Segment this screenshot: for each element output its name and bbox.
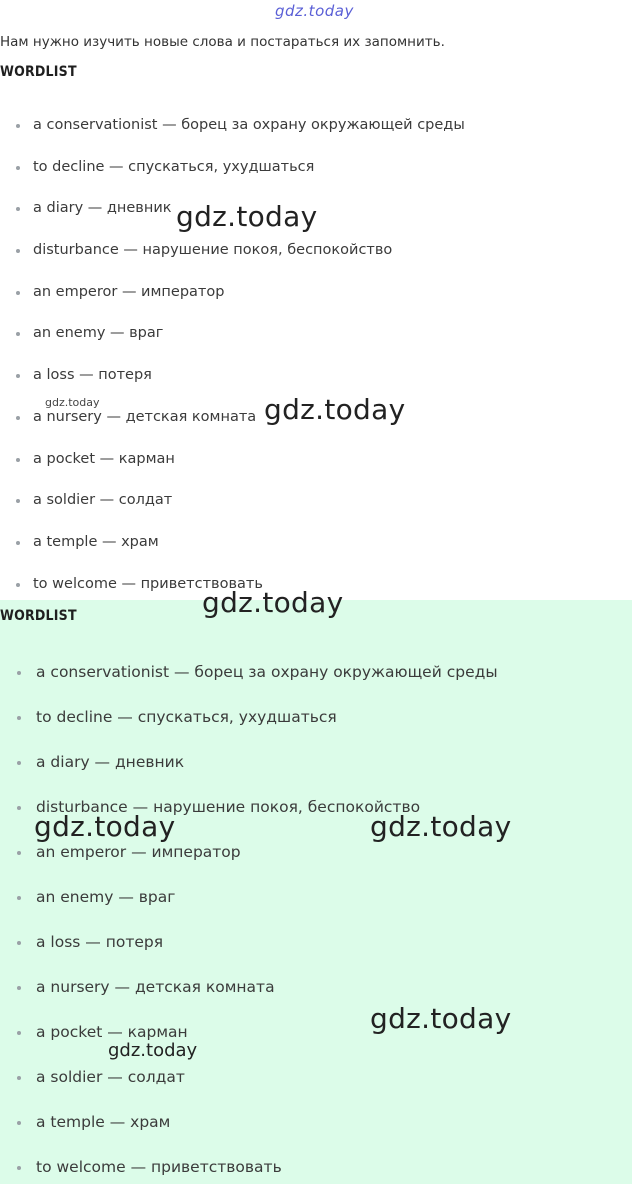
intro-text: Нам нужно изучить новые слова и постараться их запомнить. xyxy=(0,34,445,50)
list-item: a conservationist — борец за охрану окружающей среды xyxy=(0,105,465,147)
watermark: gdz.today xyxy=(176,200,318,233)
list-item: an enemy — враг xyxy=(0,313,465,355)
watermark: gdz.today xyxy=(370,810,512,843)
top-watermark: gdz.today xyxy=(275,2,354,20)
wordlist-heading: WORDLIST xyxy=(0,608,77,624)
list-item: a loss — потеря xyxy=(0,920,498,965)
list-item: a loss — потеря xyxy=(0,355,465,397)
list-item: a nursery — детская комната xyxy=(0,965,498,1010)
list-item: a soldier — солдат xyxy=(0,1055,498,1100)
list-item: a temple — храм xyxy=(0,1100,498,1145)
wordlist xyxy=(0,650,498,1190)
list-item: to welcome — приветствовать xyxy=(0,1145,498,1190)
list-item: a pocket — карман xyxy=(0,1010,498,1055)
list-item: a diary — дневник xyxy=(0,740,498,785)
watermark: gdz.today xyxy=(202,586,344,619)
list-item: to decline — спускаться, ухудшаться xyxy=(0,695,498,740)
list-item: a soldier — солдат xyxy=(0,480,465,522)
watermark: gdz.today xyxy=(45,396,100,409)
list-item: to decline — спускаться, ухудшаться xyxy=(0,147,465,189)
watermark: gdz.today xyxy=(34,810,176,843)
wordlist-heading: WORDLIST xyxy=(0,64,77,80)
list-item: a conservationist — борец за охрану окружающей среды xyxy=(0,650,498,695)
list-item: an emperor — император xyxy=(0,830,498,875)
list-item: a nursery — детская комната xyxy=(0,397,465,439)
list-item: disturbance — нарушение покоя, беспокойство xyxy=(0,785,498,830)
wordlist xyxy=(0,105,465,605)
list-item: an emperor — император xyxy=(0,272,465,314)
list-item: an enemy — враг xyxy=(0,875,498,920)
list-item: a pocket — карман xyxy=(0,439,465,481)
list-item: a temple — храм xyxy=(0,522,465,564)
list-item: a diary — дневник xyxy=(0,188,465,230)
list-item: to welcome — приветствовать xyxy=(0,564,465,606)
watermark: gdz.today xyxy=(370,1002,512,1035)
watermark: gdz.today xyxy=(264,393,406,426)
watermark: gdz.today xyxy=(108,1040,198,1061)
list-item: disturbance — нарушение покоя, беспокойство xyxy=(0,230,465,272)
